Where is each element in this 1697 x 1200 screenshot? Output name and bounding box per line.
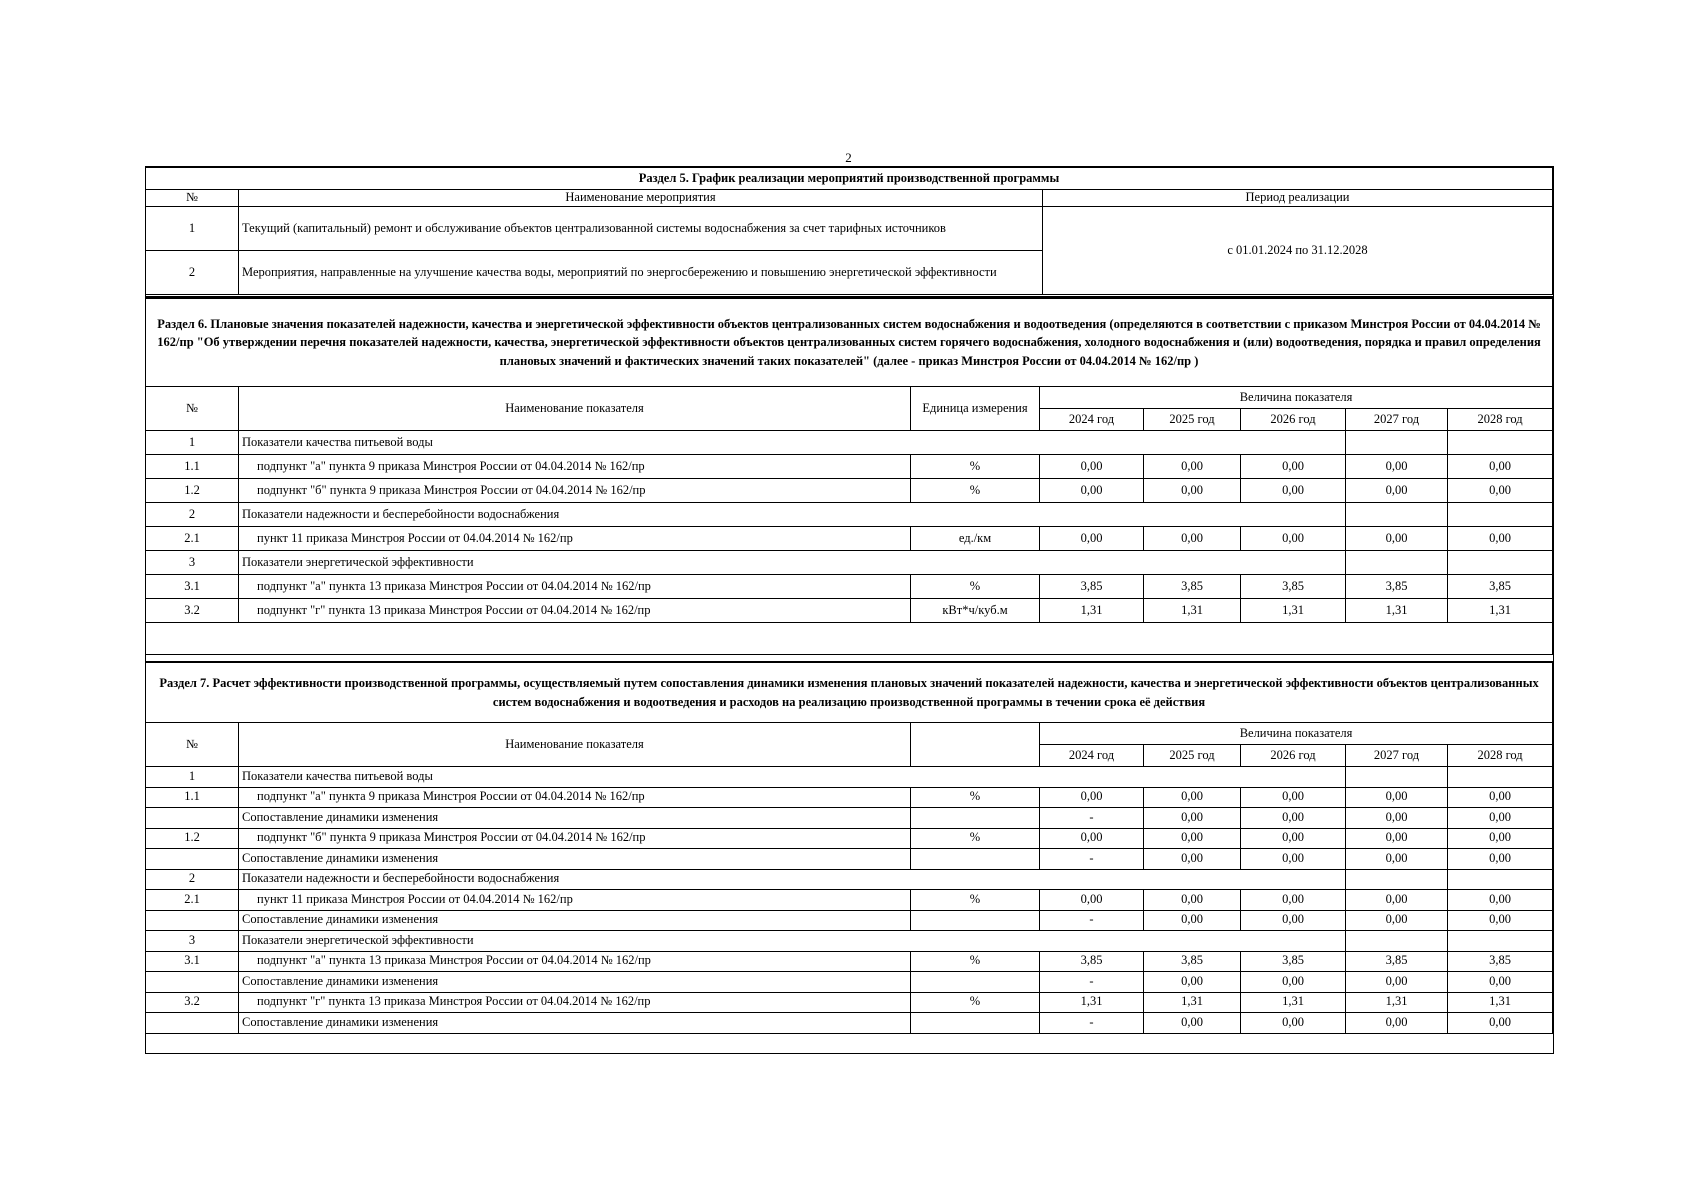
group-name: Показатели качества питьевой воды <box>239 431 1346 455</box>
value-cell: 1,31 <box>1448 599 1553 623</box>
value-cell: 0,00 <box>1346 455 1448 479</box>
value-cell: 0,00 <box>1346 1013 1448 1034</box>
section7-frame <box>145 661 1554 1054</box>
header-unit: Единица измерения <box>911 387 1040 431</box>
unit: % <box>911 828 1040 849</box>
row-num: 1 <box>146 431 239 455</box>
group-name: Показатели энергетической эффективности <box>239 931 1346 952</box>
header-year: 2026 год <box>1241 409 1346 431</box>
value-cell: 0,00 <box>1040 527 1144 551</box>
comparison-label: Сопоставление динамики изменения <box>239 910 911 931</box>
indicator-name: пункт 11 приказа Минстроя России от 04.04.2014 № 162/пр <box>239 890 911 911</box>
value-cell: 3,85 <box>1448 575 1553 599</box>
value-cell: 0,00 <box>1448 455 1553 479</box>
section5-title: Раздел 5. График реализации мероприятий производственной программы <box>146 168 1553 190</box>
value-cell: 1,31 <box>1346 599 1448 623</box>
value-cell: 0,00 <box>1241 1013 1346 1034</box>
event-name: Мероприятия, направленные на улучшение качества воды, мероприятий по энергосбережению и повышению энергетической эффективности <box>239 251 1043 295</box>
section6-title: Раздел 6. Плановые значения показателей надежности, качества и энергетической эффективности объектов централизованных систем водоснабжения и водоотведения (определяются в соответствии с приказом Минстроя России от 04.04.2014 № 162/пр "Об утверждении перечня показателей надежности, качества, энергетической эффективности объектов централизованных систем горячего водоснабжения, холодного водоснабжения и (или) водоотведения, порядка и правил определения плановых значений и фактических значений таких показателей" (далее - приказ Минстроя России от 04.04.2014 № 162/пр ) <box>146 299 1553 387</box>
value-cell: 3,85 <box>1040 575 1144 599</box>
value-cell: 0,00 <box>1241 479 1346 503</box>
value-cell: 3,85 <box>1346 951 1448 972</box>
group-name: Показатели качества питьевой воды <box>239 767 1346 788</box>
header-indicator-name: Наименование показателя <box>239 723 911 767</box>
value-cell: 0,00 <box>1144 1013 1241 1034</box>
comparison-label: Сопоставление динамики изменения <box>239 808 911 829</box>
section5-frame <box>145 166 1554 297</box>
value-cell: 0,00 <box>1346 828 1448 849</box>
comparison-label: Сопоставление динамики изменения <box>239 1013 911 1034</box>
value-cell: 0,00 <box>1448 972 1553 993</box>
value-cell: 0,00 <box>1448 910 1553 931</box>
header-period: Период реализации <box>1043 190 1553 207</box>
value-cell: - <box>1040 972 1144 993</box>
indicator-name: подпункт "а" пункта 13 приказа Минстроя России от 04.04.2014 № 162/пр <box>239 951 911 972</box>
value-cell: 0,00 <box>1144 849 1241 870</box>
value-cell: 0,00 <box>1144 479 1241 503</box>
value-cell: 0,00 <box>1346 890 1448 911</box>
value-cell: 0,00 <box>1040 455 1144 479</box>
value-cell: 1,31 <box>1346 992 1448 1013</box>
value-cell: 1,31 <box>1144 992 1241 1013</box>
value-cell: 0,00 <box>1346 910 1448 931</box>
value-cell: 0,00 <box>1144 527 1241 551</box>
value-cell: 0,00 <box>1448 479 1553 503</box>
value-cell: 0,00 <box>1448 1013 1553 1034</box>
value-cell: 1,31 <box>1040 992 1144 1013</box>
value-cell: - <box>1040 849 1144 870</box>
value-cell: 0,00 <box>1346 527 1448 551</box>
row-num: 2 <box>146 251 239 295</box>
row-num: 1 <box>146 767 239 788</box>
value-cell: 1,31 <box>1241 992 1346 1013</box>
value-cell: 0,00 <box>1346 479 1448 503</box>
value-cell: 3,85 <box>1144 951 1241 972</box>
section7-title: Раздел 7. Расчет эффективности производственной программы, осуществляемый путем сопоставления динамики изменения плановых значений показателей надежности, качества и энергетической эффективности объектов централизованных систем водоснабжения и водоотведения и расходов на реализацию производственной программы в течении срока её действия <box>146 663 1553 723</box>
unit: % <box>911 479 1040 503</box>
value-cell: 0,00 <box>1448 808 1553 829</box>
indicator-name: подпункт "г" пункта 13 приказа Минстроя России от 04.04.2014 № 162/пр <box>239 992 911 1013</box>
value-cell: - <box>1040 808 1144 829</box>
indicator-name: подпункт "а" пункта 9 приказа Минстроя России от 04.04.2014 № 162/пр <box>239 787 911 808</box>
unit: ед./км <box>911 527 1040 551</box>
value-cell: 3,85 <box>1448 951 1553 972</box>
row-num: 1.2 <box>146 479 239 503</box>
indicator-name: подпункт "а" пункта 9 приказа Минстроя России от 04.04.2014 № 162/пр <box>239 455 911 479</box>
value-cell: 1,31 <box>1040 599 1144 623</box>
header-year: 2027 год <box>1346 409 1448 431</box>
value-cell: 0,00 <box>1144 455 1241 479</box>
header-year: 2028 год <box>1448 745 1553 767</box>
value-cell: 0,00 <box>1241 849 1346 870</box>
group-name: Показатели надежности и бесперебойности водоснабжения <box>239 869 1346 890</box>
indicator-name: пункт 11 приказа Минстроя России от 04.04.2014 № 162/пр <box>239 527 911 551</box>
section6-frame <box>145 297 1554 663</box>
value-cell: 0,00 <box>1040 890 1144 911</box>
header-event-name: Наименование мероприятия <box>239 190 1043 207</box>
value-cell: 0,00 <box>1241 455 1346 479</box>
value-cell: 0,00 <box>1346 972 1448 993</box>
value-cell: 0,00 <box>1448 828 1553 849</box>
comparison-label: Сопоставление динамики изменения <box>239 972 911 993</box>
row-num: 3.2 <box>146 599 239 623</box>
row-num: 1 <box>146 207 239 251</box>
row-num: 3.1 <box>146 575 239 599</box>
header-year: 2028 год <box>1448 409 1553 431</box>
row-num: 2 <box>146 503 239 527</box>
unit: % <box>911 890 1040 911</box>
value-cell: 0,00 <box>1448 787 1553 808</box>
value-cell: 1,31 <box>1144 599 1241 623</box>
unit: % <box>911 455 1040 479</box>
value-cell: 0,00 <box>1241 972 1346 993</box>
header-year: 2024 год <box>1040 409 1144 431</box>
row-num: 3 <box>146 931 239 952</box>
value-cell: 0,00 <box>1040 479 1144 503</box>
value-cell: 1,31 <box>1448 992 1553 1013</box>
header-year: 2025 год <box>1144 745 1241 767</box>
value-cell: 3,85 <box>1241 951 1346 972</box>
value-cell: 0,00 <box>1241 910 1346 931</box>
unit: кВт*ч/куб.м <box>911 599 1040 623</box>
row-num: 3.2 <box>146 992 239 1013</box>
group-name: Показатели энергетической эффективности <box>239 551 1346 575</box>
header-indicator-name: Наименование показателя <box>239 387 911 431</box>
value-cell: 3,85 <box>1144 575 1241 599</box>
indicator-name: подпункт "а" пункта 13 приказа Минстроя России от 04.04.2014 № 162/пр <box>239 575 911 599</box>
event-name: Текущий (капитальный) ремонт и обслуживание объектов централизованной системы водоснабжения за счет тарифных источников <box>239 207 1043 251</box>
value-cell: 0,00 <box>1241 787 1346 808</box>
value-cell: 0,00 <box>1144 972 1241 993</box>
unit: % <box>911 951 1040 972</box>
row-num: 1.1 <box>146 787 239 808</box>
unit: % <box>911 787 1040 808</box>
value-cell: 0,00 <box>1241 527 1346 551</box>
header-year: 2025 год <box>1144 409 1241 431</box>
row-num: 2.1 <box>146 527 239 551</box>
indicator-name: подпункт "б" пункта 9 приказа Минстроя России от 04.04.2014 № 162/пр <box>239 479 911 503</box>
value-cell: 0,00 <box>1241 828 1346 849</box>
value-cell: 0,00 <box>1241 890 1346 911</box>
header-num: № <box>146 387 239 431</box>
value-cell: 0,00 <box>1346 849 1448 870</box>
row-num: 2.1 <box>146 890 239 911</box>
value-cell: 0,00 <box>1346 787 1448 808</box>
header-year: 2027 год <box>1346 745 1448 767</box>
indicator-name: подпункт "г" пункта 13 приказа Минстроя России от 04.04.2014 № 162/пр <box>239 599 911 623</box>
value-cell: 0,00 <box>1144 910 1241 931</box>
value-cell: 0,00 <box>1040 828 1144 849</box>
header-year: 2026 год <box>1241 745 1346 767</box>
value-cell: 0,00 <box>1144 890 1241 911</box>
row-num: 1.1 <box>146 455 239 479</box>
row-num: 3 <box>146 551 239 575</box>
value-cell: 0,00 <box>1448 527 1553 551</box>
page-number: 2 <box>845 150 852 165</box>
value-cell: 0,00 <box>1448 890 1553 911</box>
value-cell: 0,00 <box>1144 787 1241 808</box>
value-cell: 0,00 <box>1448 849 1553 870</box>
row-num: 1.2 <box>146 828 239 849</box>
value-cell: 0,00 <box>1346 808 1448 829</box>
comparison-label: Сопоставление динамики изменения <box>239 849 911 870</box>
header-indicator-value: Величина показателя <box>1040 387 1553 409</box>
period-value: с 01.01.2024 по 31.12.2028 <box>1043 207 1553 295</box>
value-cell: - <box>1040 910 1144 931</box>
value-cell: 1,31 <box>1241 599 1346 623</box>
value-cell: 0,00 <box>1144 808 1241 829</box>
header-num: № <box>146 190 239 207</box>
row-num: 2 <box>146 869 239 890</box>
value-cell: 3,85 <box>1040 951 1144 972</box>
header-num: № <box>146 723 239 767</box>
value-cell: 0,00 <box>1144 828 1241 849</box>
value-cell: 0,00 <box>1040 787 1144 808</box>
indicator-name: подпункт "б" пункта 9 приказа Минстроя России от 04.04.2014 № 162/пр <box>239 828 911 849</box>
value-cell: 0,00 <box>1241 808 1346 829</box>
group-name: Показатели надежности и бесперебойности водоснабжения <box>239 503 1346 527</box>
header-indicator-value: Величина показателя <box>1040 723 1553 745</box>
row-num: 3.1 <box>146 951 239 972</box>
unit: % <box>911 992 1040 1013</box>
value-cell: - <box>1040 1013 1144 1034</box>
header-year: 2024 год <box>1040 745 1144 767</box>
value-cell: 3,85 <box>1241 575 1346 599</box>
value-cell: 3,85 <box>1346 575 1448 599</box>
unit: % <box>911 575 1040 599</box>
